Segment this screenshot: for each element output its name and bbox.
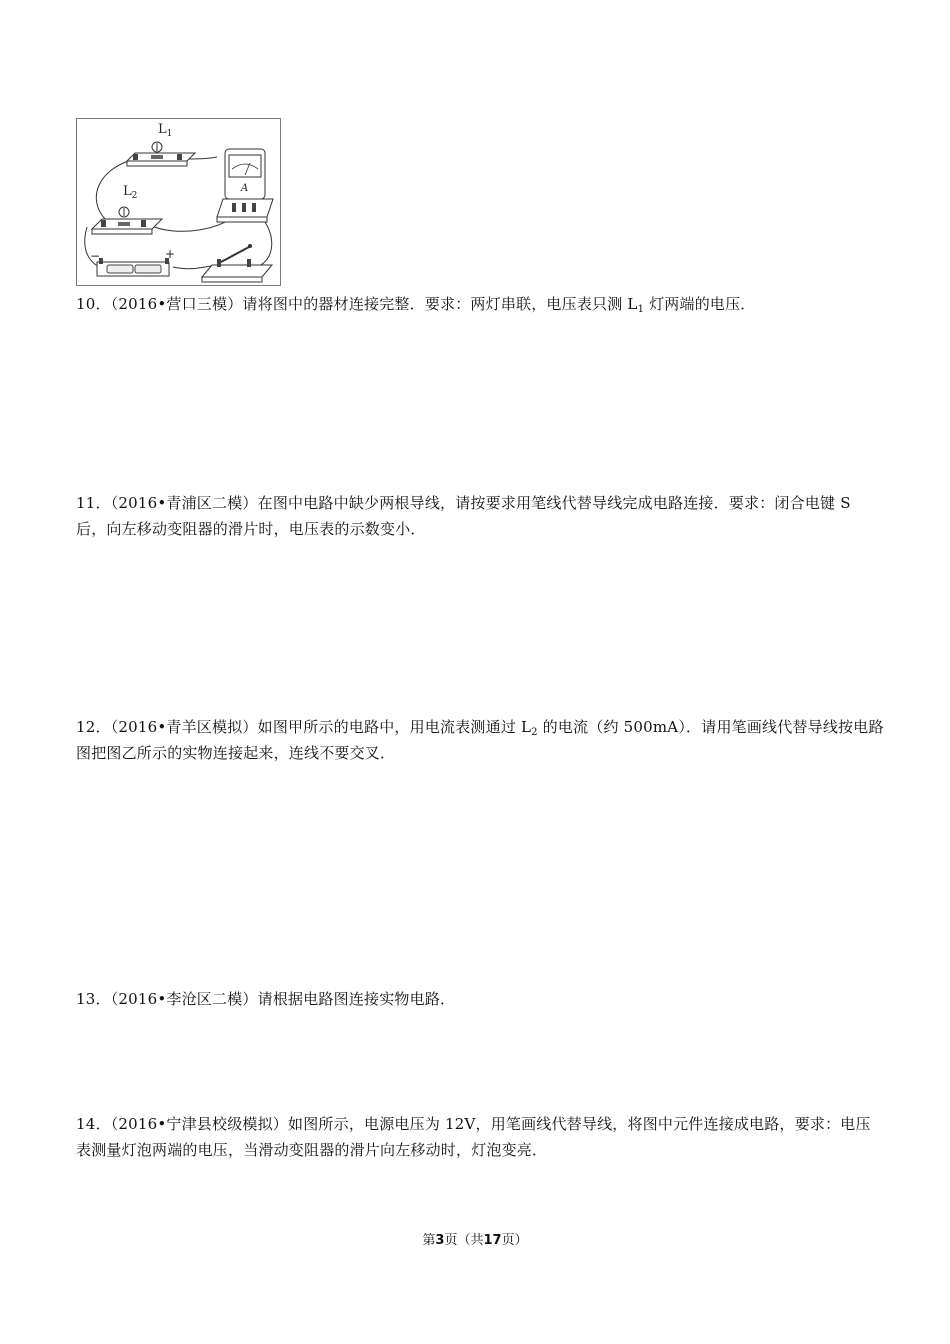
ammeter: [217, 149, 273, 222]
lamp-l1: [127, 142, 195, 166]
question-number: 13．: [76, 990, 111, 1008]
question-text: 如图甲所示的电路中，用电流表测通过 L: [257, 718, 532, 736]
circuit-figure: [76, 118, 281, 286]
question-text: 在图中电路中缺少两根导线，请按要求用笔线代替导线完成电路连接．要求：闭合电键 S 后，向左移动变阻器的滑片时，电压表的示数变小．: [76, 494, 851, 538]
question-number: 10．: [76, 295, 111, 313]
question-11: [76, 490, 884, 542]
battery-plus-label: +: [165, 247, 176, 261]
question-10: [76, 291, 884, 317]
question-number: 14．: [76, 1115, 111, 1133]
question-text: 请将图中的器材连接完整．要求：两灯串联，电压表只测 L: [242, 295, 638, 313]
page-footer: [0, 1229, 950, 1248]
footer-prefix: 第: [422, 1233, 436, 1248]
footer-middle: 页（共: [444, 1233, 484, 1248]
lamp-l2: [92, 207, 162, 234]
question-source: （2016•宁津县校级模拟）: [110, 1115, 289, 1133]
lamp-l1-label: $L_1$: [158, 122, 173, 139]
lamp-l2-label: $L_2$: [123, 184, 138, 201]
question-number: 11．: [76, 494, 111, 512]
question-text: 如图所示，电源电压为 12V，用笔画线代替导线，将图中元件连接成电路，要求：电压表测量灯泡两端的电压，当滑动变阻器的滑片向左移动时，灯泡变亮．: [76, 1115, 871, 1159]
question-13: [76, 986, 884, 1012]
battery: [97, 258, 169, 276]
ammeter-label: A: [241, 183, 249, 194]
footer-page-number: 3: [435, 1233, 445, 1248]
question-source: （2016•营口三模）: [110, 295, 243, 313]
question-source: （2016•青浦区二模）: [110, 494, 258, 512]
question-source: （2016•青羊区模拟）: [110, 718, 258, 736]
question-text-after: 的电流（约 500mA）．请用笔画线代替导线按电路图把图乙所示的实物连接起来，连线不要交叉．: [76, 718, 884, 762]
footer-total-pages: 17: [483, 1233, 502, 1248]
question-text-after: 灯两端的电压．: [644, 295, 756, 313]
question-text: 请根据电路图连接实物电路．: [257, 990, 456, 1008]
battery-minus-label: −: [90, 249, 101, 263]
question-source: （2016•李沧区二模）: [110, 990, 258, 1008]
knife-switch: [202, 244, 272, 282]
subscript: 1: [637, 304, 645, 315]
question-12: [76, 714, 884, 766]
footer-suffix: 页）: [501, 1233, 528, 1248]
subscript: 2: [531, 727, 538, 738]
question-14: [76, 1111, 884, 1163]
circuit-diagram: [77, 119, 280, 285]
question-number: 12．: [76, 718, 111, 736]
